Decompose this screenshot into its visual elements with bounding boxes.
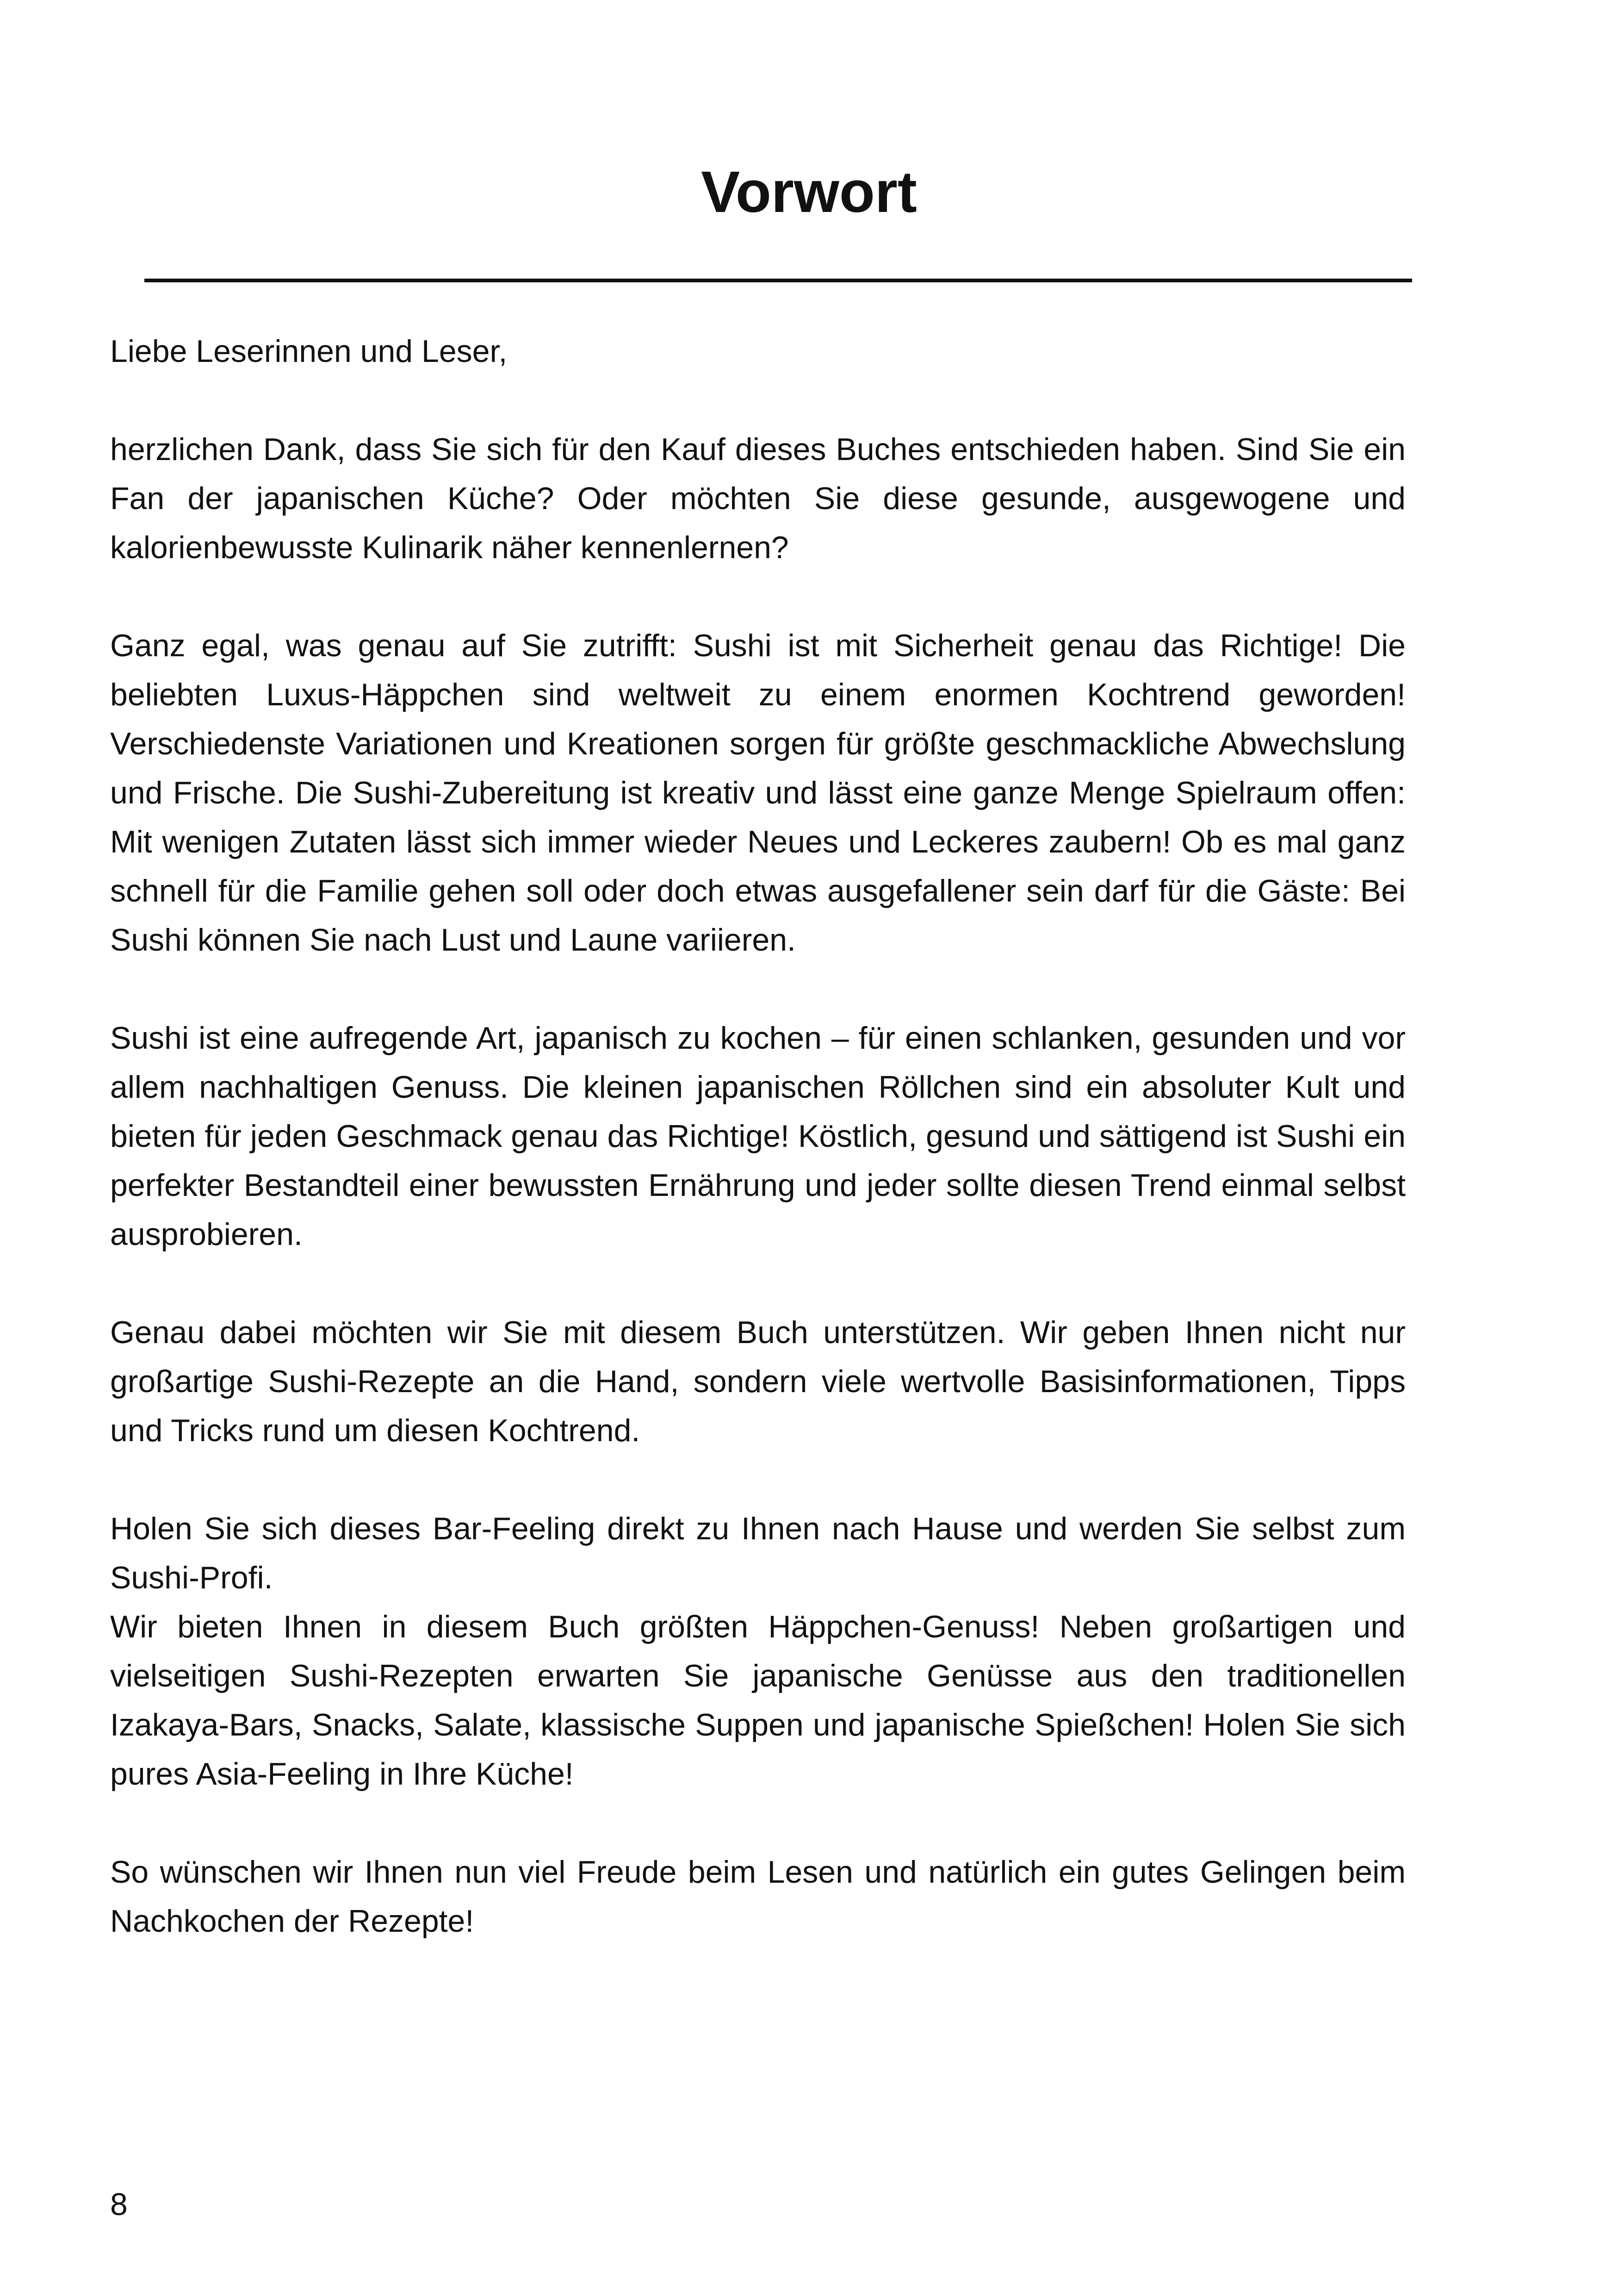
paragraph-thanks: herzlichen Dank, dass Sie sich für den Kauf dieses Buches entschieden haben. Sind Sie ein Fan der japanischen Küche? Oder möchten Sie diese gesunde, ausgewogene und kalorienbewusste Kulinarik näher kennenlernen? [110,432,1406,565]
paragraph-book-support: Genau dabei möchten wir Sie mit diesem Buch unterstützen. Wir geben Ihnen nicht nur großartige Sushi-Rezepte an die Hand, sondern viele wertvolle Basisinformationen, Tipps und Tricks rund um diesen Kochtrend. [110,1315,1406,1448]
page-number: 8 [110,2187,128,2222]
salutation: Liebe Leserinnen und Leser, [110,334,508,369]
paragraph-book-contents: Wir bieten Ihnen in diesem Buch größten Häppchen-Genuss! Neben großartigen und vielseitigen Sushi-Rezepten erwarten Sie japanische Genüsse aus den traditionellen Izakaya-Bars, Snacks, Salate, klassische Suppen und japanische Spießchen! Holen Sie sich pures Asia-Feeling in Ihre Küche! [110,1609,1406,1792]
paragraph-japanese-cooking: Sushi ist eine aufregende Art, japanisch zu kochen – für einen schlanken, gesunden und vor allem nachhaltigen Genuss. Die kleinen japanischen Röllchen sind ein absoluter Kult und bieten für jeden Geschmack genau das Richtige! Köstlich, gesund und sättigend ist Sushi ein perfekter Bestandteil einer bewussten Ernährung und jeder sollte diesen Trend einmal selbst ausprobieren. [110,1020,1406,1252]
page-title: Vorwort [701,159,917,224]
paragraph-closing: So wünschen wir Ihnen nun viel Freude beim Lesen und natürlich ein gutes Gelingen beim Nachkochen der Rezepte! [110,1854,1406,1939]
paragraph-sushi-trend: Ganz egal, was genau auf Sie zutrifft: Sushi ist mit Sicherheit genau das Richtige! Die beliebten Luxus-Häppchen sind weltweit zu einem enormen Kochtrend geworden! Verschiedenste Variationen und Kreationen sorgen für größte geschmackliche Abwechslung und Frische. Die Sushi-Zubereitung ist kreativ und lässt eine ganze Menge Spielraum offen: Mit wenigen Zutaten lässt sich immer wieder Neues und Leckeres zaubern! Ob es mal ganz schnell für die Familie gehen soll oder doch etwas ausgefallener sein darf für die Gäste: Bei Sushi können Sie nach Lust und Laune variieren. [110,628,1406,958]
paragraph-bar-feeling: Holen Sie sich dieses Bar-Feeling direkt zu Ihnen nach Hause und werden Sie selbst zum Sushi-Profi. [110,1511,1406,1595]
foreword-body [110,327,1406,1995]
title-divider [144,279,1412,282]
